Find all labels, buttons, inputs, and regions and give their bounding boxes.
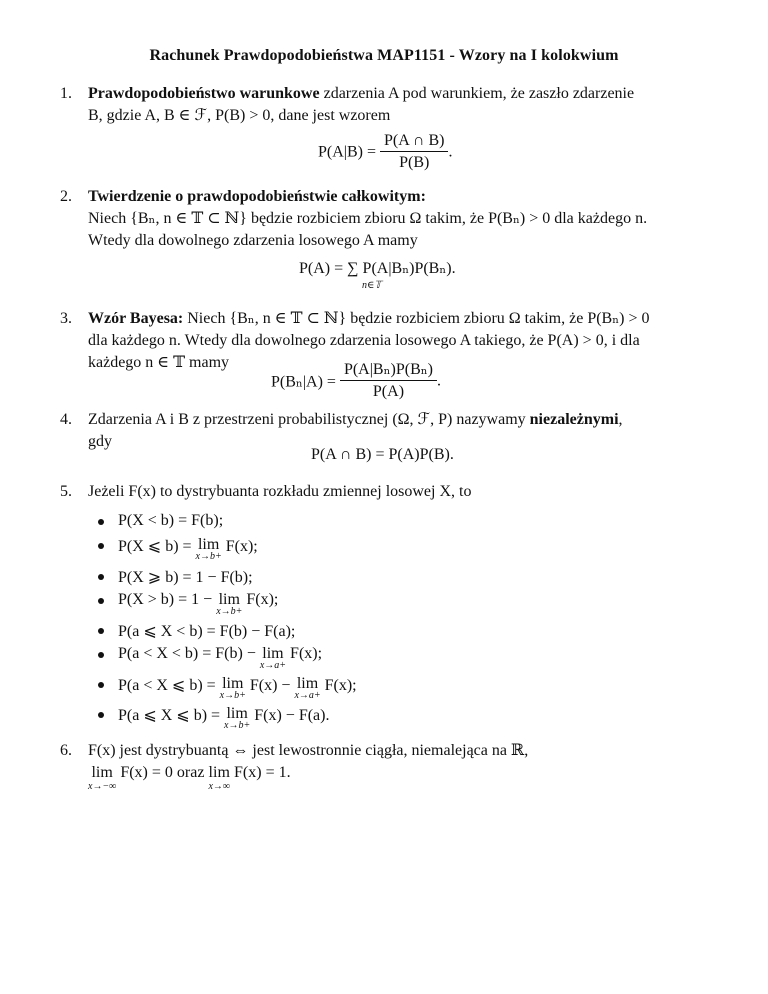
formula-text: F(x) = 1.	[230, 764, 291, 781]
term-bold: Twierdzenie o prawdopodobieństwie całkowitym:	[88, 188, 426, 205]
lim-subscript: x→a+	[259, 660, 287, 671]
limit	[294, 675, 320, 701]
lim-text: lim	[91, 764, 113, 781]
list-item	[118, 591, 278, 617]
formula-lhs: P(A|B) =	[318, 143, 377, 161]
bullet-icon	[98, 574, 104, 580]
lim-text: lim	[218, 591, 240, 608]
formula-text: P(A) = ∑ P(A|Bₙ)P(Bₙ).	[299, 260, 456, 277]
fraction	[380, 131, 448, 174]
bullet-icon	[98, 652, 104, 658]
formula-conditional: P(A|B) = $\frac{P(A \cap B)}{P(B)}$ .	[318, 131, 452, 174]
item-text: F(x) jest dystrybuantą ⇔ jest lewostronnie ciągła, niemalejąca na ℝ,	[88, 742, 529, 759]
lim-subscript: x→−∞	[88, 781, 117, 792]
formula-text: F(x);	[221, 538, 258, 555]
item-number: 3.	[60, 310, 72, 327]
lim-subscript: x→b+	[224, 720, 251, 731]
bullet-icon	[98, 682, 104, 688]
list-item	[118, 705, 329, 731]
formula-text: F(x);	[320, 677, 357, 694]
formula-text: P(a ⩽ X ⩽ b) =	[118, 707, 225, 724]
formula-text: P(X ⩾ b) = 1 − F(b);	[118, 569, 253, 586]
formula-text: F(x) = 0 oraz	[116, 764, 209, 781]
limit	[224, 705, 250, 731]
term-bold: Prawdopodobieństwo warunkowe	[88, 85, 320, 102]
lim-subscript: x→b+	[216, 606, 243, 617]
bullet-icon	[98, 598, 104, 604]
punctuation: ,	[618, 411, 623, 428]
item-text: Wtedy dla dowolnego zdarzenia losowego A mamy	[88, 232, 418, 249]
formula-text: P(a < X ⩽ b) =	[118, 677, 220, 694]
lim-text: lim	[197, 536, 220, 553]
list-item	[118, 536, 258, 562]
lim-text: lim	[208, 764, 230, 781]
lim-subscript: x→∞	[208, 781, 231, 792]
list-item	[118, 512, 223, 530]
numerator: P(A ∩ B)	[380, 131, 448, 152]
list-item	[118, 621, 295, 641]
item-text-line2	[88, 762, 673, 792]
item-number: 4.	[60, 411, 72, 428]
item-number: 6.	[60, 742, 72, 759]
item-text: Niech {Bₙ, n ∈ 𝕋 ⊂ ℕ} będzie rozbiciem zbioru Ω takim, że P(Bₙ) > 0	[183, 310, 650, 327]
formula-text: P(X > b) = 1 −	[118, 591, 217, 608]
formula-text: F(x);	[242, 591, 279, 608]
term-bold: niezależnymi	[529, 411, 619, 428]
bullet-icon	[98, 519, 104, 525]
formula-total-probability	[299, 258, 456, 278]
lim-text: lim	[226, 705, 248, 722]
formula-lhs: P(Bₙ|A) =	[271, 373, 336, 391]
item-text: zdarzenia A pod warunkiem, że zaszło zdarzenie	[319, 85, 635, 102]
lim-text: lim	[222, 675, 244, 692]
limit	[220, 675, 246, 701]
list-item	[60, 83, 673, 127]
formula-text: P(X < b) = F(b);	[118, 512, 224, 529]
item-text: dla każdego n. Wtedy dla dowolnego zdarzenia losowego A takiego, że P(A) > 0, i dla	[88, 332, 640, 349]
lim-text: lim	[262, 645, 284, 662]
item-text: gdy	[88, 433, 112, 450]
list-item	[118, 645, 322, 671]
fraction	[340, 360, 437, 403]
formula-text: P(a < X < b) = F(b) −	[118, 645, 260, 662]
numerator: P(A|Bₙ)P(Bₙ)	[340, 360, 437, 381]
sum-index: n∈𝕋	[362, 280, 382, 291]
item-number: 1.	[60, 85, 72, 102]
bullet-icon	[98, 628, 104, 634]
list-item	[60, 186, 673, 252]
formula-text: P(X ⩽ b) =	[118, 538, 196, 555]
formula-text: P(a ⩽ X < b) = F(b) − F(a);	[118, 623, 296, 640]
denominator: P(B)	[399, 154, 430, 171]
term-bold: Wzór Bayesa:	[88, 310, 184, 327]
formula-bayes: P(Bₙ|A) = $\frac{\text{P(A|Bₙ)P(Bₙ)}}{P(A)}$ .	[271, 360, 441, 403]
list-item	[60, 740, 673, 792]
lim-subscript: x→b+	[195, 551, 222, 562]
list-item	[118, 675, 357, 701]
item-text: B, gdzie A, B ∈ ℱ, P(B) > 0, dane jest wzorem	[88, 107, 391, 124]
formula-text: F(x) −	[245, 677, 295, 694]
limit	[216, 591, 242, 617]
lim-text: lim	[296, 675, 319, 692]
list-item	[60, 481, 673, 503]
list-item	[118, 567, 253, 587]
item-text: Zdarzenia A i B z przestrzeni probabilistycznej (Ω, ℱ, P) nazywamy	[88, 411, 530, 428]
item-text: Niech {Bₙ, n ∈ 𝕋 ⊂ ℕ} będzie rozbiciem zbioru Ω takim, że P(Bₙ) > 0 dla każdego n.	[88, 210, 648, 227]
item-number: 2.	[60, 188, 72, 205]
item-text: każdego n ∈ 𝕋 mamy	[88, 354, 230, 371]
bullet-icon	[98, 712, 104, 718]
lim-subscript: x→a+	[294, 690, 321, 701]
lim-subscript: x→b+	[219, 690, 246, 701]
item-number: 5.	[60, 483, 72, 500]
limit	[196, 536, 222, 562]
formula-independence: P(A ∩ B) = P(A)P(B).	[311, 446, 454, 463]
limit	[260, 645, 286, 671]
bullet-icon	[98, 543, 104, 549]
limit	[88, 762, 116, 792]
item-text: Jeżeli F(x) to dystrybuanta rozkładu zmiennej losowej X, to	[88, 483, 472, 500]
formula-text: F(x) − F(a).	[250, 707, 330, 724]
page-title: Rachunek Prawdopodobieństwa MAP1151 - Wzory na I kolokwium	[149, 47, 619, 64]
limit	[208, 762, 230, 792]
formula-text: F(x);	[286, 645, 323, 662]
denominator: P(A)	[372, 383, 405, 400]
